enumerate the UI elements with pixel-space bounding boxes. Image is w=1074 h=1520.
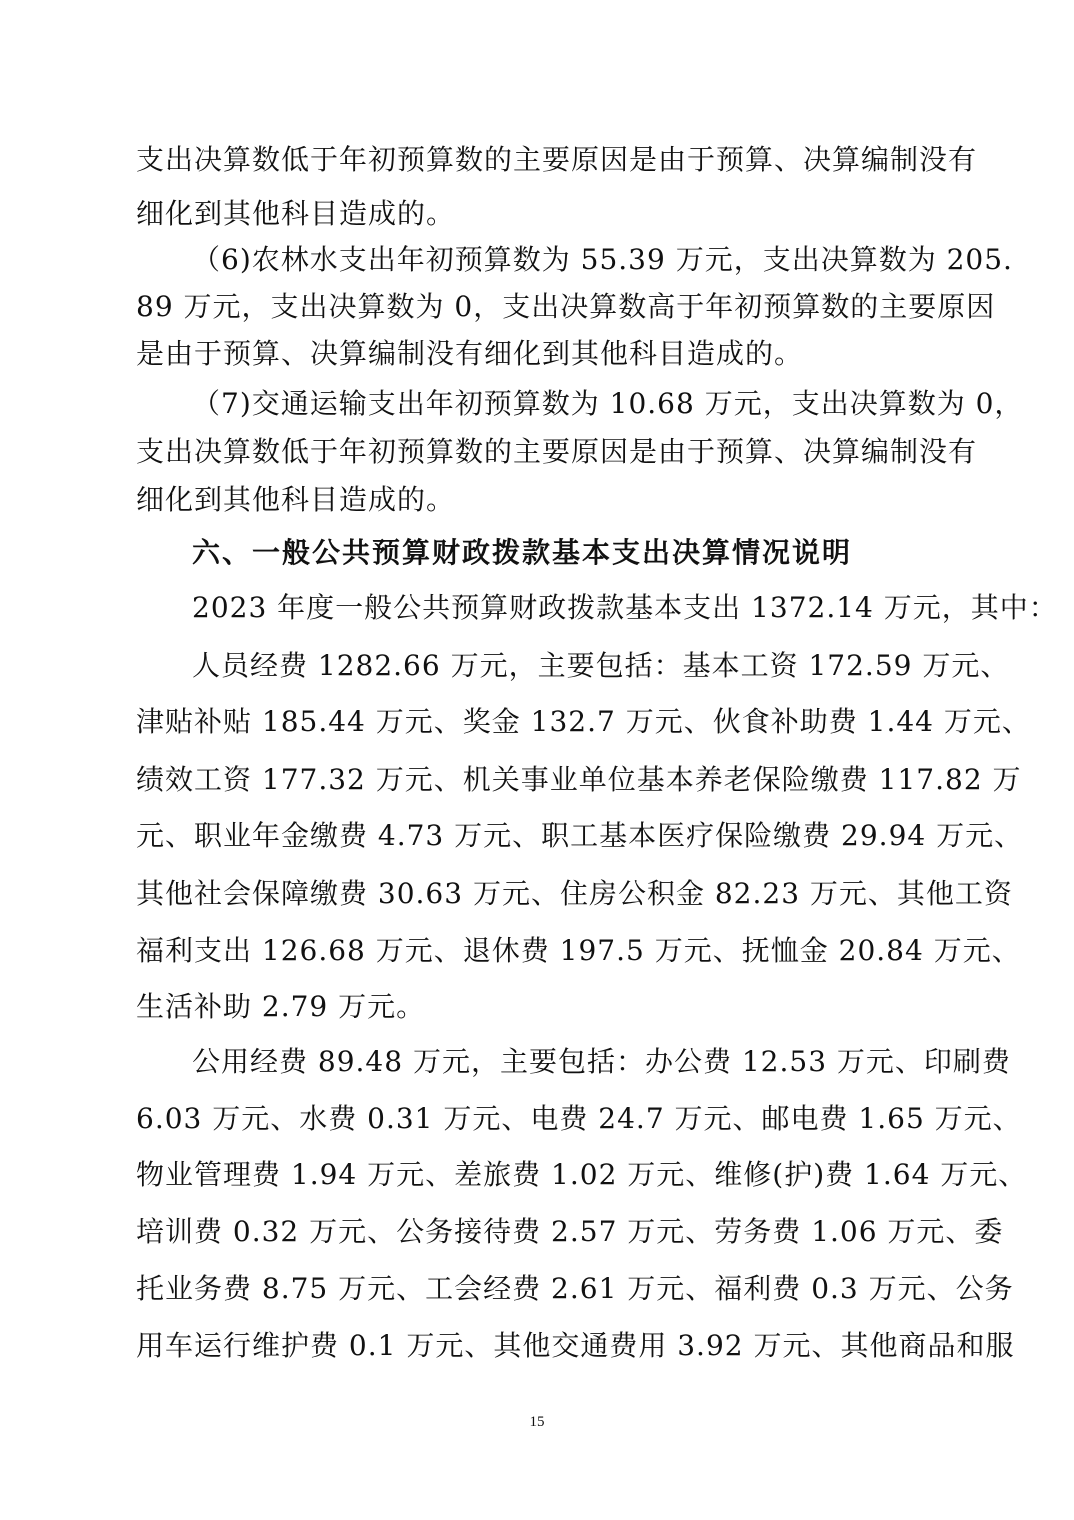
text-line: 生活补助 2.79 万元。 (136, 990, 426, 1023)
text-line: 89 万元，支出决算数为 0，支出决算数高于年初预算数的主要原因 (136, 290, 996, 323)
text-line: 用车运行维护费 0.1 万元、其他交通费用 3.92 万元、其他商品和服 (136, 1329, 1015, 1362)
text-line: 福利支出 126.68 万元、退休费 197.5 万元、抚恤金 20.84 万元、 (136, 934, 1021, 967)
text-line: 公用经费 89.48 万元，主要包括：办公费 12.53 万元、印刷费 (192, 1045, 1011, 1078)
text-line: 元、职业年金缴费 4.73 万元、职工基本医疗保险缴费 29.94 万元、 (136, 819, 1024, 852)
text-line: 细化到其他科目造成的。 (136, 197, 456, 230)
text-line: 支出决算数低于年初预算数的主要原因是由于预算、决算编制没有 (136, 143, 978, 176)
text-line: 是由于预算、决算编制没有细化到其他科目造成的。 (136, 337, 804, 370)
text-line: 其他社会保障缴费 30.63 万元、住房公积金 82.23 万元、其他工资 (136, 877, 1013, 910)
text-line: 绩效工资 177.32 万元、机关事业单位基本养老保险缴费 117.82 万 (136, 763, 1022, 796)
page-number: 15 (529, 1414, 545, 1430)
text-line: 支出决算数低于年初预算数的主要原因是由于预算、决算编制没有 (136, 435, 978, 468)
text-line: （6)农林水支出年初预算数为 55.39 万元，支出决算数为 205. (192, 243, 1013, 276)
text-line: （7)交通运输支出年初预算数为 10.68 万元，支出决算数为 0， (192, 387, 1024, 420)
section-heading: 六、一般公共预算财政拨款基本支出决算情况说明 (192, 536, 853, 569)
text-line: 细化到其他科目造成的。 (136, 483, 456, 516)
text-line: 津贴补贴 185.44 万元、奖金 132.7 万元、伙食补助费 1.44 万元、 (136, 705, 1031, 738)
text-line: 2023 年度一般公共预算财政拨款基本支出 1372.14 万元，其中： (192, 591, 1058, 624)
text-line: 培训费 0.32 万元、公务接待费 2.57 万元、劳务费 1.06 万元、委 (136, 1215, 1004, 1248)
text-line: 6.03 万元、水费 0.31 万元、电费 24.7 万元、邮电费 1.65 万元、 (136, 1102, 1022, 1135)
text-line: 物业管理费 1.94 万元、差旅费 1.02 万元、维修(护)费 1.64 万元、 (136, 1158, 1028, 1191)
text-line: 托业务费 8.75 万元、工会经费 2.61 万元、福利费 0.3 万元、公务 (136, 1272, 1014, 1305)
text-line: 人员经费 1282.66 万元，主要包括：基本工资 172.59 万元、 (192, 649, 1010, 682)
